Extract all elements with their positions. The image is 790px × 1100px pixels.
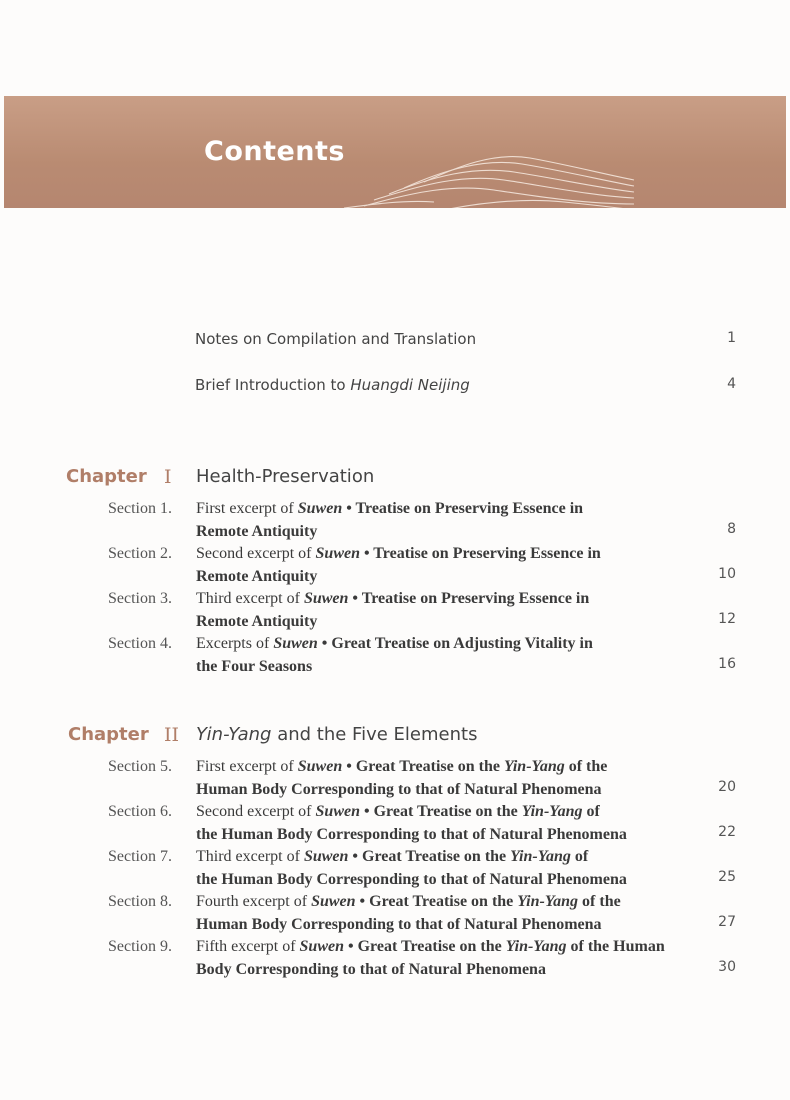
section-title-line2: Body Corresponding to that of Natural Phenomena bbox=[196, 961, 546, 978]
page-number: 16 bbox=[718, 656, 736, 672]
page-title: Contents bbox=[204, 136, 346, 167]
section-title-line1: Fourth excerpt of Suwen • Great Treatise on the Yin-Yang of the bbox=[196, 893, 621, 910]
section-label: Section 8. bbox=[108, 893, 172, 910]
section-title-line2: Remote Antiquity bbox=[196, 613, 318, 630]
section-label: Section 5. bbox=[108, 758, 172, 775]
chapter-title: Yin-Yang and the Five Elements bbox=[196, 724, 478, 745]
section-title-line1: Third excerpt of Suwen • Treatise on Preserving Essence in bbox=[196, 590, 590, 607]
entry-title-italic: Huangdi Neijing bbox=[350, 376, 470, 394]
section-title-line1: First excerpt of Suwen • Great Treatise on the Yin-Yang of the bbox=[196, 758, 608, 775]
page-number: 4 bbox=[727, 376, 736, 392]
section-label: Section 6. bbox=[108, 803, 172, 820]
section-label: Section 9. bbox=[108, 938, 172, 955]
page-number: 10 bbox=[718, 566, 736, 582]
section-title-line1: Excerpts of Suwen • Great Treatise on Adjusting Vitality in bbox=[196, 635, 593, 652]
section-title-line2: Remote Antiquity bbox=[196, 568, 318, 585]
section-title-line1: Second excerpt of Suwen • Treatise on Preserving Essence in bbox=[196, 545, 601, 562]
section-label: Section 1. bbox=[108, 500, 172, 517]
page-number: 25 bbox=[718, 869, 736, 885]
section-title-line2: Human Body Corresponding to that of Natural Phenomena bbox=[196, 916, 602, 933]
page-number: 27 bbox=[718, 914, 736, 930]
section-title-line2: the Human Body Corresponding to that of Natural Phenomena bbox=[196, 826, 627, 843]
section-title-line1: Second excerpt of Suwen • Great Treatise on the Yin-Yang of bbox=[196, 803, 600, 820]
section-title-line2: the Four Seasons bbox=[196, 658, 313, 675]
section-title-line1: Third excerpt of Suwen • Great Treatise on the Yin-Yang of bbox=[196, 848, 589, 865]
section-title-line2: the Human Body Corresponding to that of Natural Phenomena bbox=[196, 871, 627, 888]
chapter-title: Health-Preservation bbox=[196, 466, 375, 487]
page-number: 1 bbox=[727, 330, 736, 346]
section-title-line1: First excerpt of Suwen • Treatise on Preserving Essence in bbox=[196, 500, 584, 517]
page-number: 22 bbox=[718, 824, 736, 840]
entry-title-prefix: Brief Introduction to bbox=[195, 376, 351, 394]
contents-banner bbox=[4, 96, 786, 208]
section-title-line2: Remote Antiquity bbox=[196, 523, 318, 540]
chapter-label: Chapter bbox=[68, 724, 149, 745]
page-number: 30 bbox=[718, 959, 736, 975]
section-label: Section 2. bbox=[108, 545, 172, 562]
entry-title: Notes on Compilation and Translation bbox=[195, 330, 477, 348]
page-number: 8 bbox=[727, 521, 736, 537]
section-label: Section 4. bbox=[108, 635, 172, 652]
section-title-line2: Human Body Corresponding to that of Natural Phenomena bbox=[196, 781, 602, 798]
section-title-line1: Fifth excerpt of Suwen • Great Treatise on the Yin-Yang of the Human bbox=[196, 938, 665, 955]
chapter-numeral: I bbox=[164, 466, 172, 488]
section-label: Section 7. bbox=[108, 848, 172, 865]
section-label: Section 3. bbox=[108, 590, 172, 607]
wave-ornament-icon bbox=[344, 144, 644, 208]
page-number: 20 bbox=[718, 779, 736, 795]
entry-title bbox=[195, 376, 470, 394]
chapter-label: Chapter bbox=[66, 466, 147, 487]
chapter-numeral: II bbox=[164, 724, 180, 746]
page-number: 12 bbox=[718, 611, 736, 627]
